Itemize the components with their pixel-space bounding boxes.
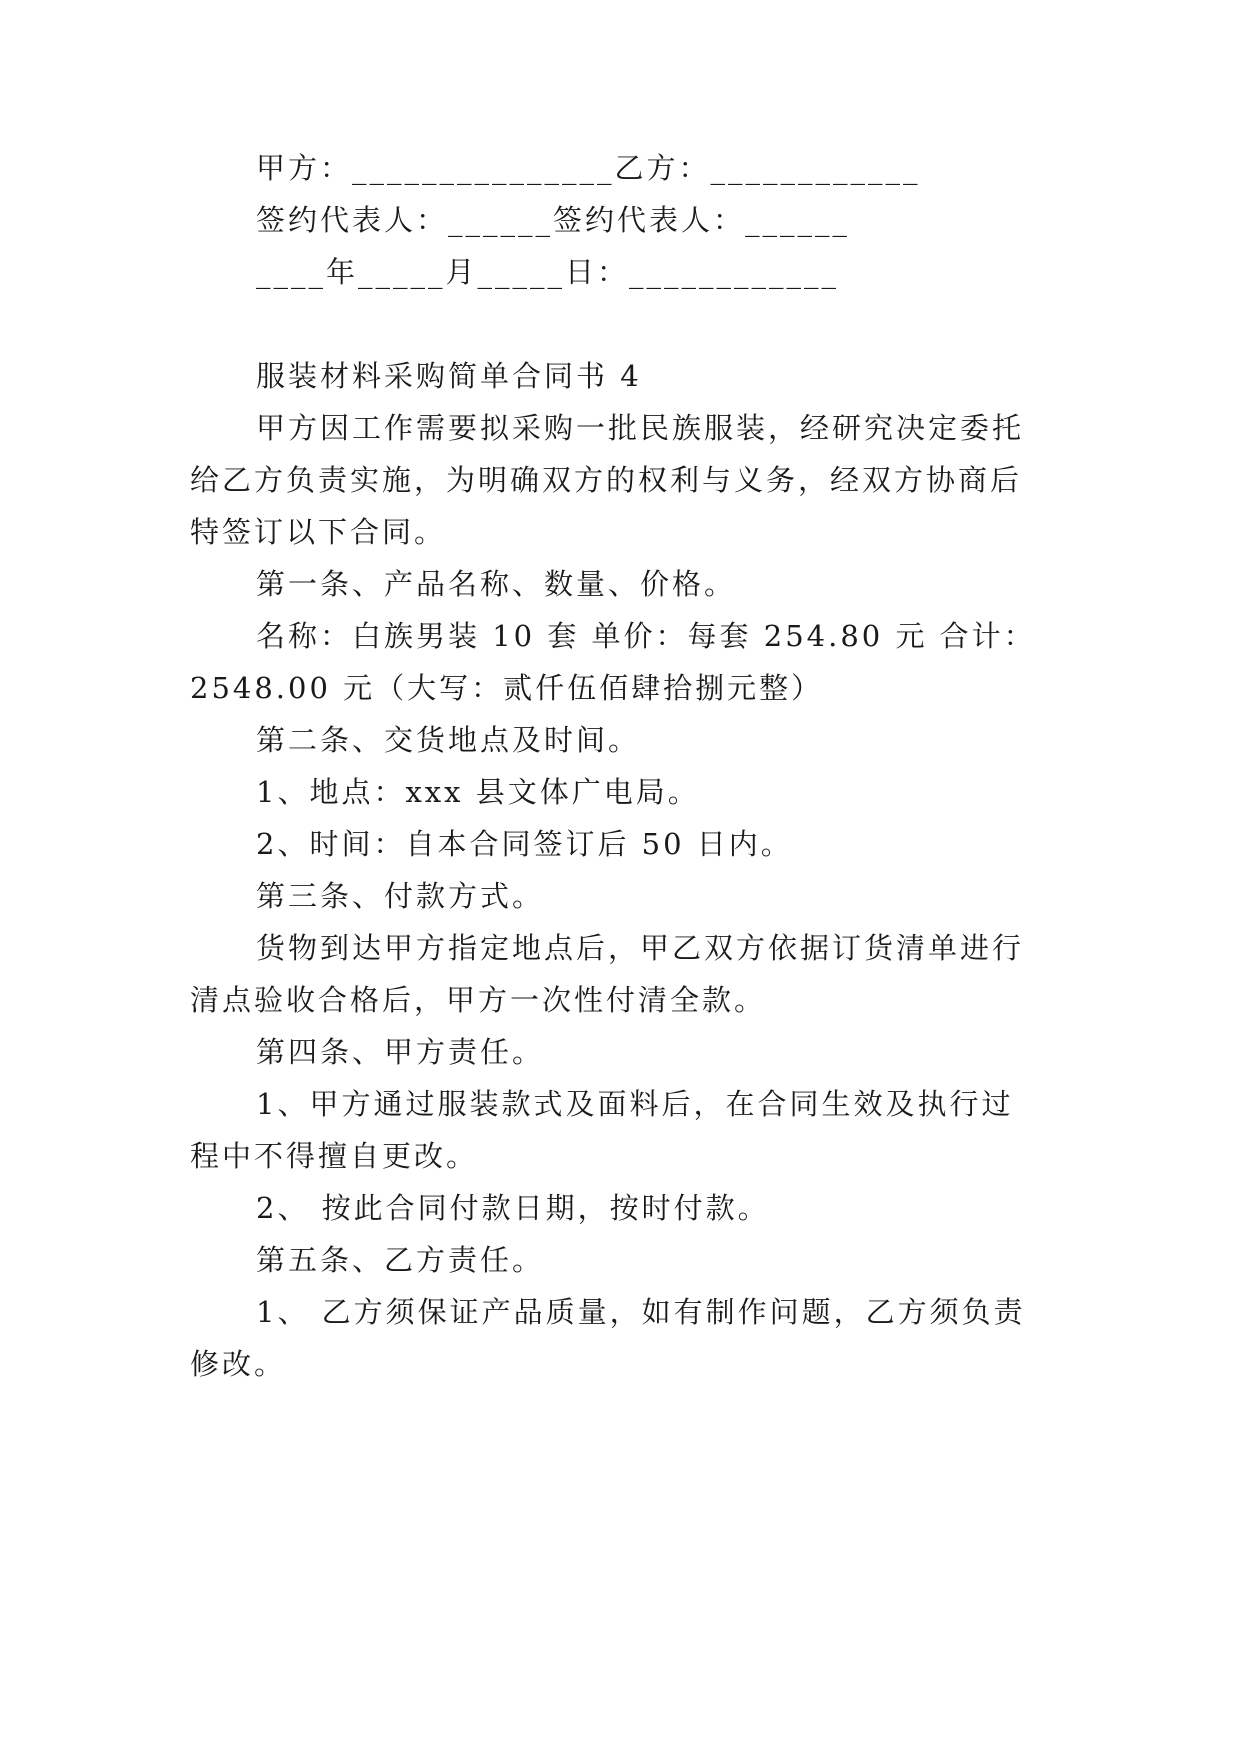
intro-line: 特签订以下合同。 [190,515,447,549]
article3-heading: 第三条、付款方式。 [256,879,545,913]
article1-heading: 第一条、产品名称、数量、价格。 [256,567,737,601]
article1-line: 2548.00 元（大写：贰仟伍佰肆拾捌元整） [190,671,824,705]
contract-title: 服装材料采购简单合同书 4 [256,359,642,393]
article4-item1-line: 1、甲方通过服装款式及面料后，在合同生效及执行过 [256,1087,1014,1121]
article4-item1-line: 程中不得擅自更改。 [190,1139,479,1173]
article5-heading: 第五条、乙方责任。 [256,1243,545,1277]
intro-line: 给乙方负责实施，为明确双方的权利与义务，经双方协商后 [190,463,1023,497]
article3-line: 清点验收合格后，甲方一次性付清全款。 [190,983,767,1017]
article3-line: 货物到达甲方指定地点后，甲乙双方依据订货清单进行 [256,931,1025,965]
representative-signature-line: 签约代表人：______签约代表人：______ [256,203,851,237]
article1-line: 名称：白族男装 10 套 单价：每套 254.80 元 合计： [256,619,1036,653]
article2-item: 2、时间：自本合同签订后 50 日内。 [256,827,793,861]
article5-item1-line: 1、 乙方须保证产品质量，如有制作问题，乙方须负责 [256,1295,1026,1329]
article4-item2: 2、 按此合同付款日期，按时付款。 [256,1191,770,1225]
article4-heading: 第四条、甲方责任。 [256,1035,545,1069]
article5-item1-line: 修改。 [190,1347,287,1381]
article2-heading: 第二条、交货地点及时间。 [256,723,641,757]
article2-item: 1、地点：xxx 县文体广电局。 [256,775,700,809]
date-line: ____年_____月_____日：____________ [256,255,840,289]
party-signature-line: 甲方：_______________乙方：____________ [256,151,921,185]
intro-line: 甲方因工作需要拟采购一批民族服装，经研究决定委托 [256,411,1025,445]
